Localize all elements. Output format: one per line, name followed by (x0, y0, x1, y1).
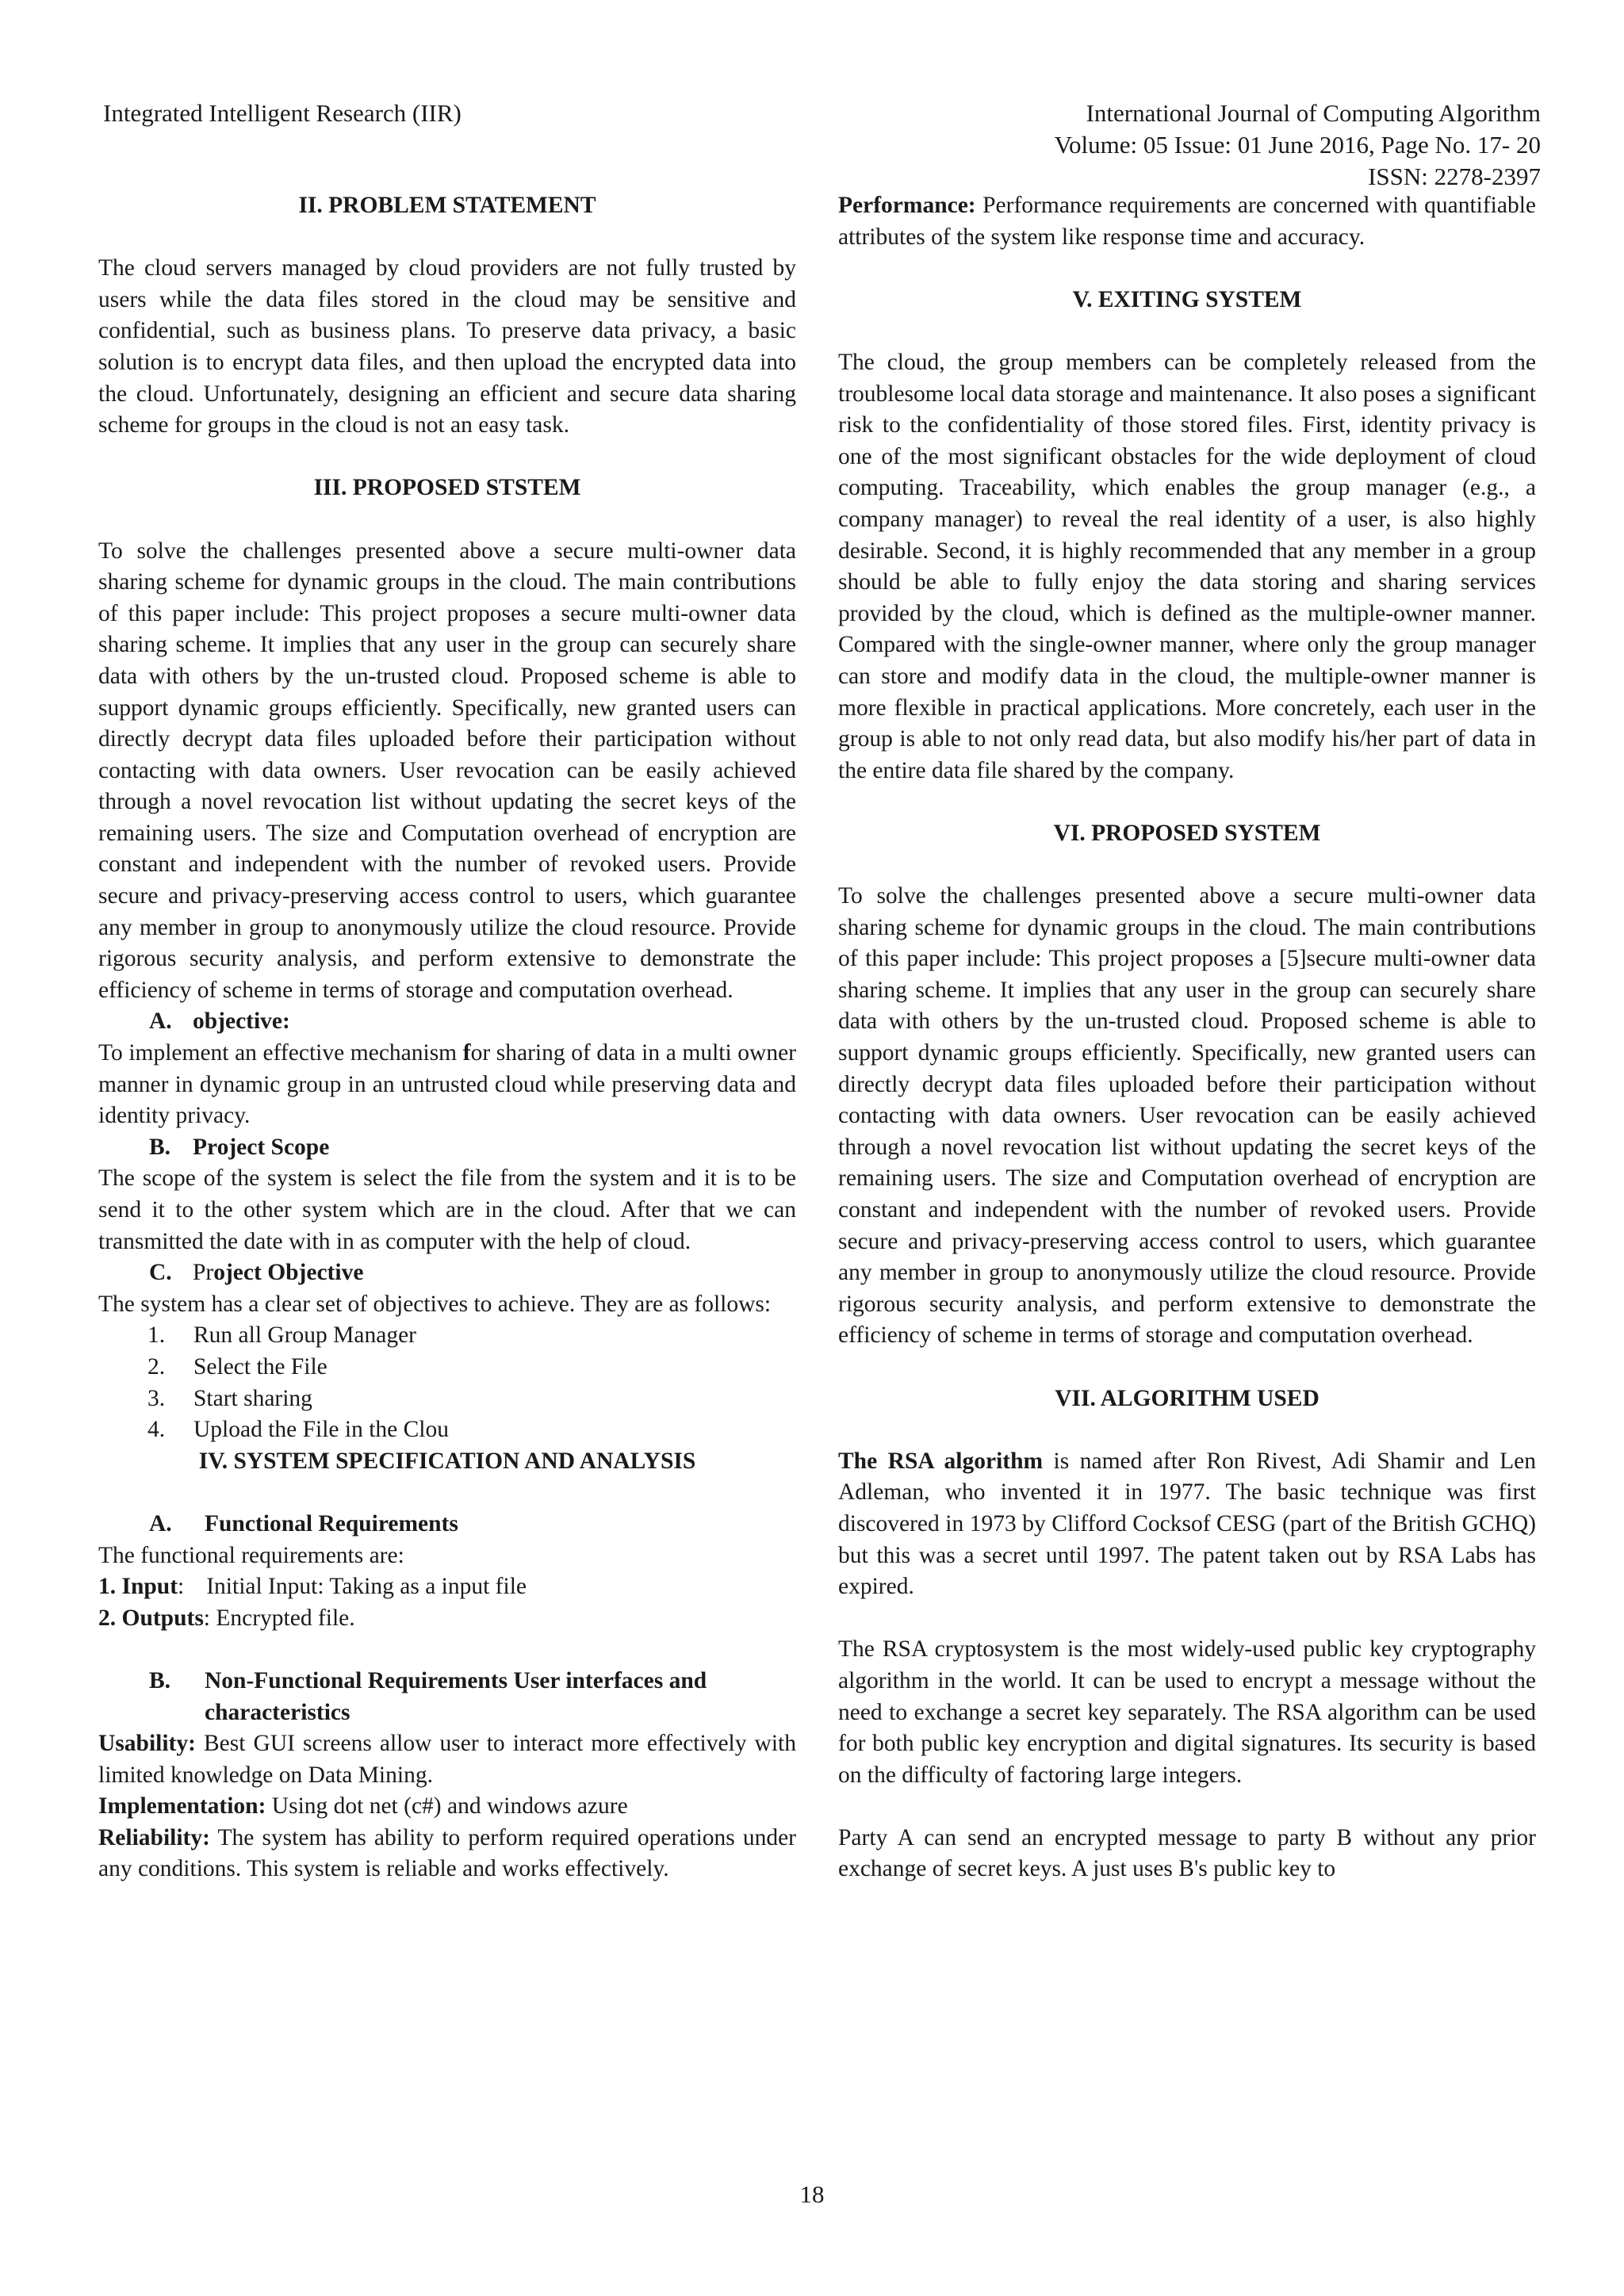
rsa-paragraph-3: Party A can send an encrypted message to party B without any prior exchange of secret keys. A just uses B's public key to (838, 1824, 1536, 1882)
performance: Performance: Performance requirements are concerned with quantifiable attributes of the system like response time and accuracy. (838, 193, 1536, 250)
rsa-paragraph-2: The RSA cryptosystem is the most widely-used public key cryptography algorithm in the world. It can be used to encrypt a message without the need to exchange a secret key separately. The RSA algorithm can be used for both public key encryption and digital signatures. Its security is based on the difficulty of factoring large integers. (838, 1636, 1536, 1788)
usability: Usability: Best GUI screens allow user to interact more effectively with limited knowledge on Data Mining. (98, 1731, 796, 1788)
subheading-title-part2: oject Objective (213, 1260, 364, 1286)
heading-exiting-system: V. EXITING SYSTEM (1072, 286, 1302, 312)
subheading-letter: A. (149, 1510, 172, 1536)
subheading-title: Functional Requirements (205, 1510, 458, 1536)
list-item: 2. Select the File (147, 1353, 327, 1380)
heading-algorithm-used: VII. ALGORITHM USED (1055, 1385, 1320, 1411)
heading-proposed-ststem: III. PROPOSED STSTEM (313, 475, 581, 501)
objective-body: To implement an effective mechanism for sharing of data in a multi owner manner in dynamic group in an untrusted cloud while preserving data and identity privacy. (98, 1040, 797, 1129)
project-objective-body: The system has a clear set of objectives to achieve. They are as follows: (98, 1291, 772, 1317)
heading-proposed-system: VI. PROPOSED SYSTEM (1053, 820, 1321, 846)
journal-volume: Volume: 05 Issue: 01 June 2016, Page No. 17- 20 (1054, 131, 1541, 159)
left-column (98, 190, 796, 1885)
page-number: 18 (799, 2180, 825, 2208)
running-header-left: Integrated Intelligent Research (IIR) (103, 99, 462, 127)
subheading-letter: C. (149, 1260, 172, 1286)
proposed-system-body: To solve the challenges presented above a secure multi-owner data sharing scheme for dynamic groups in the cloud. The main contributions of this paper include: This project proposes a [5]secure multi-owner data sharing scheme. It implies that any user in the group can securely share data with others by the un-trusted cloud. Proposed scheme is able to support dynamic groups efficiently. Specifically, new granted users can directly decrypt data files uploaded before their participation without contacting with data owners. User revocation can be easily achieved through a novel revocation list without updating the secret keys of the remaining users. The size and Computation overhead of encryption are constant and independent with the number of revoked users. Provide secure and privacy-preserving access control to users, which guarantee any member in group to anonymously utilize the cloud resource. Provide rigorous security analysis, and perform extensive to demonstrate the efficiency of scheme in terms of storage and computation overhead. (838, 883, 1536, 1349)
subheading-non-functional-requirements (98, 1666, 796, 1728)
running-header-right (1055, 98, 1541, 193)
proposed-ststem-body: To solve the challenges presented above a secure multi-owner data sharing scheme for dynamic groups in the cloud. The main contributions of this paper include: This project proposes a secure multi-owner data sharing scheme. It implies that any user in the group can securely share data with others by the un-trusted cloud. Proposed scheme is able to support dynamic groups efficiently. Specifically, new granted users can directly decrypt data files uploaded before their participation without contacting with data owners. User revocation can be easily achieved through a novel revocation list without updating the secret keys of the remaining users. The size and Computation overhead of encryption are constant and independent with the number of revoked users. Provide secure and privacy-preserving access control to users, which guarantee any member in group to anonymously utilize the cloud resource. Provide rigorous security analysis, and perform extensive to demonstrate the efficiency of scheme in terms of storage and computation overhead. (98, 538, 796, 1003)
heading-problem-statement: II. PROBLEM STATEMENT (298, 193, 596, 218)
subheading-objective (98, 1006, 796, 1038)
exiting-system-body: The cloud, the group members can be completely released from the troublesome local data storage and maintenance. It also poses a significant risk to the confidentiality of those stored files. First, identity privacy is one of the most significant obstacles for the wide deployment of cloud computing. Traceability, which enables the group manager (e.g., a company manager) to reveal the real identity of a user, is also highly desirable. Second, it is highly recommended that any member in a group should be able to fully enjoy the data storing and sharing services provided by the cloud, which is defined as the multiple-owner manner. Compared with the single-owner manner, where only the group manager can store and modify data in the cloud, the multiple-owner manner is more flexible in practical applications. More concretely, each user in the group is able to not only read data, but also modify his/her part of data in the entire data file shared by the company. (838, 349, 1536, 783)
project-scope-body: The scope of the system is select the file from the system and it is to be send it to the other system which are in the cloud. After that we can transmitted the date with in as computer with the help of cloud. (98, 1165, 796, 1254)
subheading-letter: B. (149, 1667, 171, 1693)
list-item: 3. Start sharing (147, 1385, 312, 1411)
subheading-letter: B. (149, 1134, 171, 1160)
rsa-paragraph-1: The RSA algorithm is named after Ron Rivest, Adi Shamir and Len Adleman, who invented it in 1977. The basic technique was first discovered in 1973 by Clifford Cocksof CESG (part of the British GCHQ) but this was a secret until 1997. The patent taken out by RSA Labs has expired. (838, 1448, 1537, 1600)
subheading-project-scope (98, 1132, 796, 1164)
implementation: Implementation: Using dot net (c#) and windows azure (98, 1793, 628, 1820)
subheading-title: Non-Functional Requirements User interfaces and characteristics (205, 1667, 707, 1725)
list-item: 1. Run all Group Manager (147, 1322, 416, 1349)
objective-list (98, 1320, 796, 1445)
subheading-letter: A. (149, 1008, 172, 1035)
reliability: Reliability: The system has ability to perform required operations under any conditions. This system is reliable and works effectively. (98, 1824, 796, 1882)
subheading-title-part1: Pr (193, 1260, 214, 1286)
heading-system-specification: IV. SYSTEM SPECIFICATION AND ANALYSIS (198, 1448, 696, 1474)
subheading-project-objective (98, 1257, 796, 1289)
right-column (838, 190, 1536, 1885)
subheading-functional-requirements (98, 1509, 796, 1540)
subheading-title: Project Scope (193, 1134, 330, 1160)
functional-requirements-intro: The functional requirements are: (98, 1542, 404, 1568)
problem-statement-body: The cloud servers managed by cloud providers are not fully trusted by users while the data files stored in the cloud may be sensitive and confidential, such as business plans. To preserve data privacy, a basic solution is to encrypt data files, and then upload the encrypted data into the cloud. Unfortunately, designing an efficient and secure data sharing scheme for groups in the cloud is not an easy task. (98, 255, 796, 438)
functional-output: 2. Outputs: Encrypted file. (98, 1605, 355, 1631)
journal-issn: ISSN: 2278-2397 (1368, 163, 1541, 190)
subheading-title: objective: (193, 1008, 290, 1035)
journal-title: International Journal of Computing Algorithm (1086, 99, 1541, 127)
list-item: 4. Upload the File in the Clou (147, 1417, 450, 1443)
functional-input: 1. Input: Initial Input: Taking as a input file (98, 1574, 527, 1600)
